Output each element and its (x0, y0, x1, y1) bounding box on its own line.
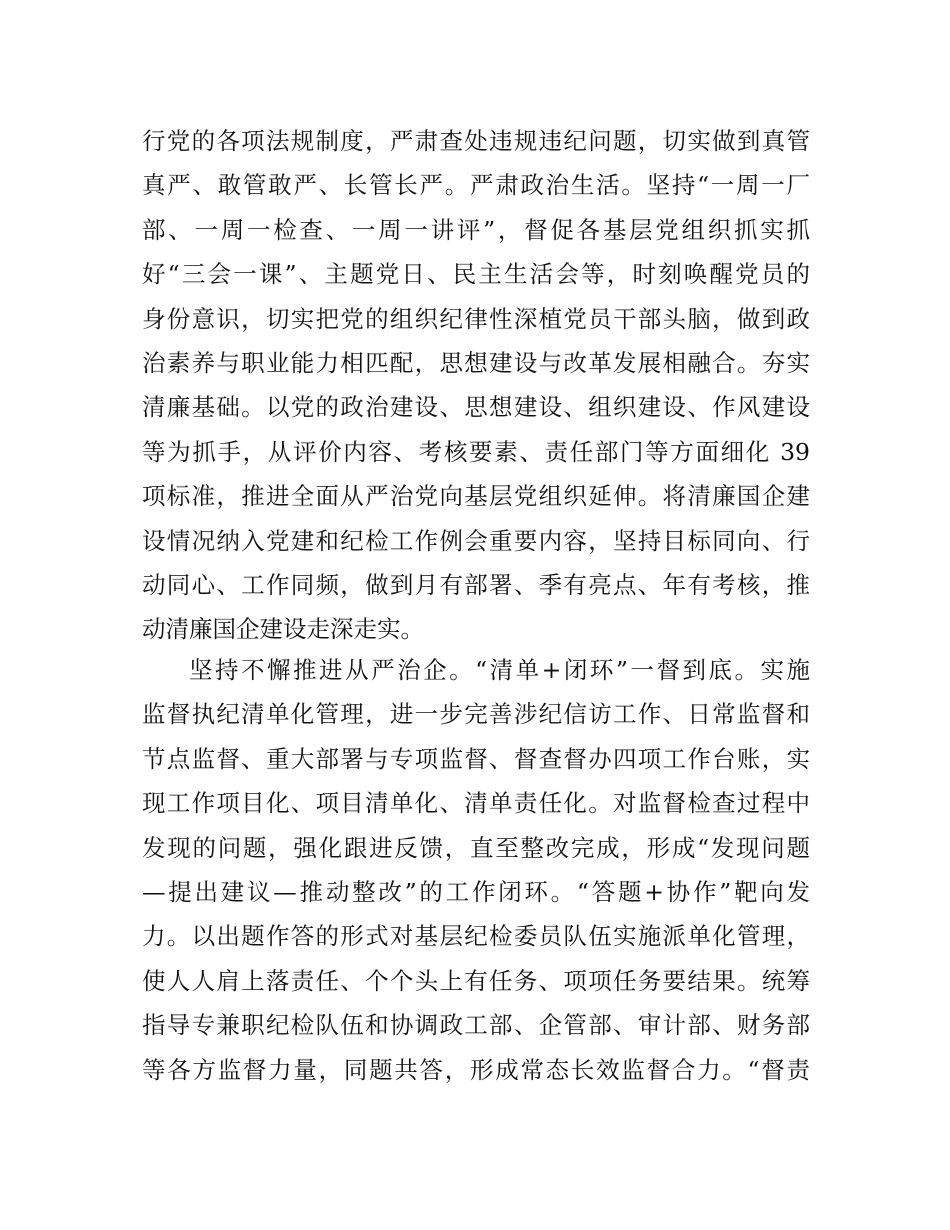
text-line: 动同心、工作同频，做到月有部署、季有亮点、年有考核，推 (142, 570, 810, 599)
text-line: 等各方监督力量，同题共答，形成常态长效监督合力。“督责 (142, 1055, 810, 1084)
text-line: 等为抓手，从评价内容、考核要素、责任部门等方面细化 39 (142, 437, 810, 466)
text-line: 使人人肩上落责任、个个头上有任务、项项任务要结果。统筹 (142, 966, 810, 995)
text-line: 身份意识，切实把党的组织纪律性深植党员干部头脑，做到政 (142, 304, 810, 333)
text-line: 部、一周一检查、一周一讲评”，督促各基层党组织抓实抓 (142, 215, 810, 244)
text-line: 动清廉国企建设走深走实。 (142, 615, 424, 644)
text-line: 发现的问题，强化跟进反馈，直至整改完成，形成“发现问题 (142, 833, 810, 862)
text-line: 项标准，推进全面从严治党向基层党组织延伸。将清廉国企建 (142, 482, 810, 511)
text-line: —提出建议—推动整改”的工作闭环。“答题+协作”靶向发 (142, 877, 810, 906)
text-line: 清廉基础。以党的政治建设、思想建设、组织建设、作风建设 (142, 393, 810, 422)
text-line: 行党的各项法规制度，严肃查处违规违纪问题，切实做到真管 (142, 127, 810, 155)
text-line: 监督执纪清单化管理，进一步完善涉纪信访工作、日常监督和 (142, 700, 810, 729)
text-line: 设情况纳入党建和纪检工作例会重要内容，坚持目标同向、行 (142, 526, 810, 555)
text-line: 真严、敢管敢严、长管长严。严肃政治生活。坚持“一周一厂 (142, 171, 810, 200)
text-line: 指导专兼职纪检队伍和协调政工部、企管部、审计部、财务部 (142, 1011, 810, 1040)
text-line: 节点监督、重大部署与专项监督、督查督办四项工作台账，实 (142, 744, 810, 773)
paragraph (142, 119, 810, 652)
paragraph (142, 648, 810, 1092)
text-line: 治素养与职业能力相匹配，思想建设与改革发展相融合。夯实 (142, 348, 810, 377)
text-line: 力。以出题作答的形式对基层纪检委员队伍实施派单化管理， (142, 922, 810, 951)
text-line: 现工作项目化、项目清单化、清单责任化。对监督检查过程中 (142, 789, 810, 818)
text-line: 好“三会一课”、主题党日、民主生活会等，时刻唤醒党员的 (142, 260, 810, 289)
text-line: 坚持不懈推进从严治企。“清单+闭环”一督到底。实施 (189, 656, 810, 684)
